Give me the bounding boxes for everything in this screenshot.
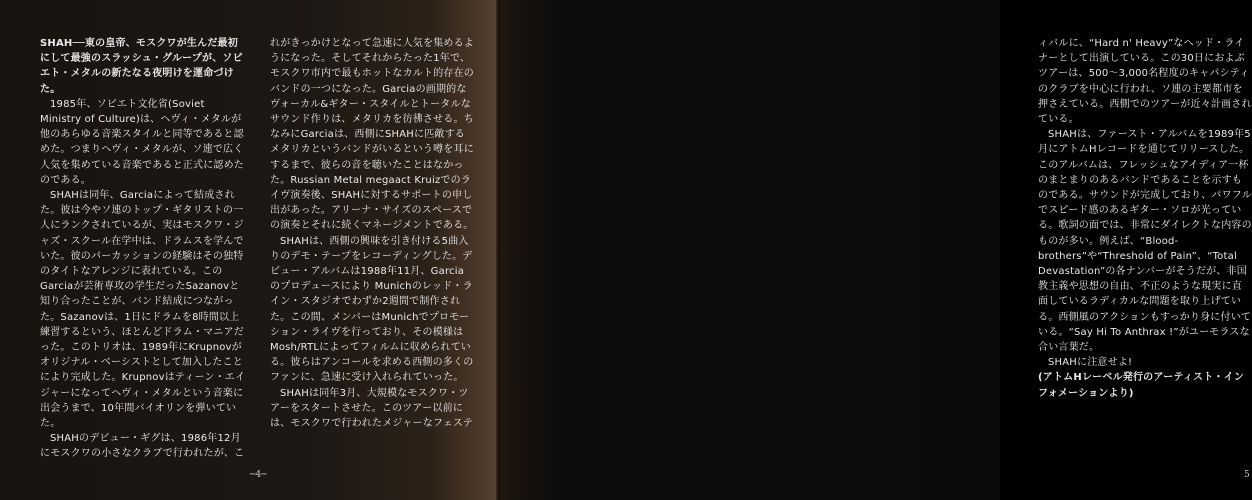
left-page <box>0 0 500 500</box>
paragraph: ィバルに、“Hard n' Heavy”なヘッド・ライナーとして出演している。この30日におよぶツアーは、500～3,000名程度のキャパシティのクラブを中心に行われ、ソ連の主要都市を押さえている。西側でのツアーが近々計画されている。 <box>1038 38 1252 126</box>
center-text-column <box>270 36 474 431</box>
paragraph: SHAHに注意せよ! <box>1048 357 1133 369</box>
paragraph: SHAHは、ファースト・アルバムを1989年5月にアトムHレコードを通じてリリースした。このアルバムは、フレッシュなアイディア一杯のまとまりのあるバンドであることを示すものである。サウンドが完成しており、パワフルでスピード感のあるギター・ソロが光っている。歌詞の面では、非常にダイレクトな内容のものが多い。例えば、“Blood-brothers”や“Threshold of Pain”、“Total Devastation”の各ナンバーがそうだが、非国教主義や思想の自由、不正のような現実に直面しているラディカルな問題を取り上げている。西側風のアクションもすっかり身に付いている。“Say Hi To Anthrax !”がユーモラスな合い言葉だ。 <box>1038 129 1252 354</box>
paragraph: SHAHのデビュー・ギグは、1986年12月にモスクワの小さなクラブで行われたが、こ <box>40 433 245 460</box>
lead-paragraph: SHAH──東の皇帝、モスクワが生んだ最初にして最強のスラッシュ・グループが、ソビエト・メタルの新たなる夜明けを運命づけた。 <box>40 38 243 95</box>
paragraph: SHAHは同年、Garciaによって結成された。彼は今やソ連のトップ・ギタリストの一人にランクされているが、実はモスクワ・ジャズ・スクール在学中は、ドラムスを学んでいた。彼のパーカッションの経験はその独特のタイトなアレンジに表れている。このGarciaが芸術専攻の学生だったSazanovと知り合ったことが、バンド結成につながった。Sazanovは、1日にドラムを8時間以上練習するという、ほとんどドラム・マニアだった。このトリオは、1989年にKrupnovがオリジナル・ベーシストとして加入したことにより完成した。Krupnovはティーン・エイジャーになってヘヴィ・メタルという音楽に出会うまで、10年間バイオリンを弾いていた。 <box>40 190 246 430</box>
left-text-column <box>40 36 248 462</box>
right-page <box>500 0 1252 500</box>
source-note: (アトムHレーベル発行のアーティスト・インフォメーションより) <box>1038 372 1245 399</box>
page-number-right: 5 <box>1244 470 1250 480</box>
paragraph: SHAHは、西側の興味を引き付ける5曲入りのデモ・テープをレコーディングした。デビュー・アルバムは1988年11月、Garciaのプロデュースにより Munichのレッド・ライン・スタジオでわずか2週間で制作された。この間、メンバーはMunichでプロモーション・ライヴを行っており、その模様はMosh/RTLによってフィルムに収められている。彼らはアンコールを求める西側の多くのファンに、急速に受け入れられていった。 <box>270 235 474 384</box>
paragraph: SHAHは同年3月、大規模なモスクワ・ツアーをスタートさせた。このツアー以前には、モスクワで行われたメジャーなフェステ <box>270 387 474 430</box>
page-number-left: ─4─ <box>250 470 267 480</box>
paragraph: 1985年、ソビエト文化省(Soviet Ministry of Culture)は、ヘヴィ・メタルが他のあらゆる音楽スタイルと同等であると認めた。つまりヘヴィ・メタルが、ソ連で広く人気を集めている音楽であると正式に認めたのである。 <box>40 98 244 186</box>
right-text-column <box>1038 36 1252 401</box>
paragraph: れがきっかけとなって急速に人気を集めるようになった。そしてそれからたった1年で、モスクワ市内で最もホットなカルト的存在のバンドの一つになった。Garciaの画期的なヴォーカル&ギター・スタイルとトータルなサウンド作りは、メタリカを彷彿させる。ちなみにGarciaは、西側にSHAHに匹敵するメタリカというバンドがいるという噂を耳にするまで、彼らの音を聴いたことはなかった。Russian Metal megaact Kruizでのライヴ演奏後、SHAHに対するサポートの申し出があった。アリーナ・サイズのスペースでの演奏とそれに続くマネージメントである。 <box>270 38 474 232</box>
